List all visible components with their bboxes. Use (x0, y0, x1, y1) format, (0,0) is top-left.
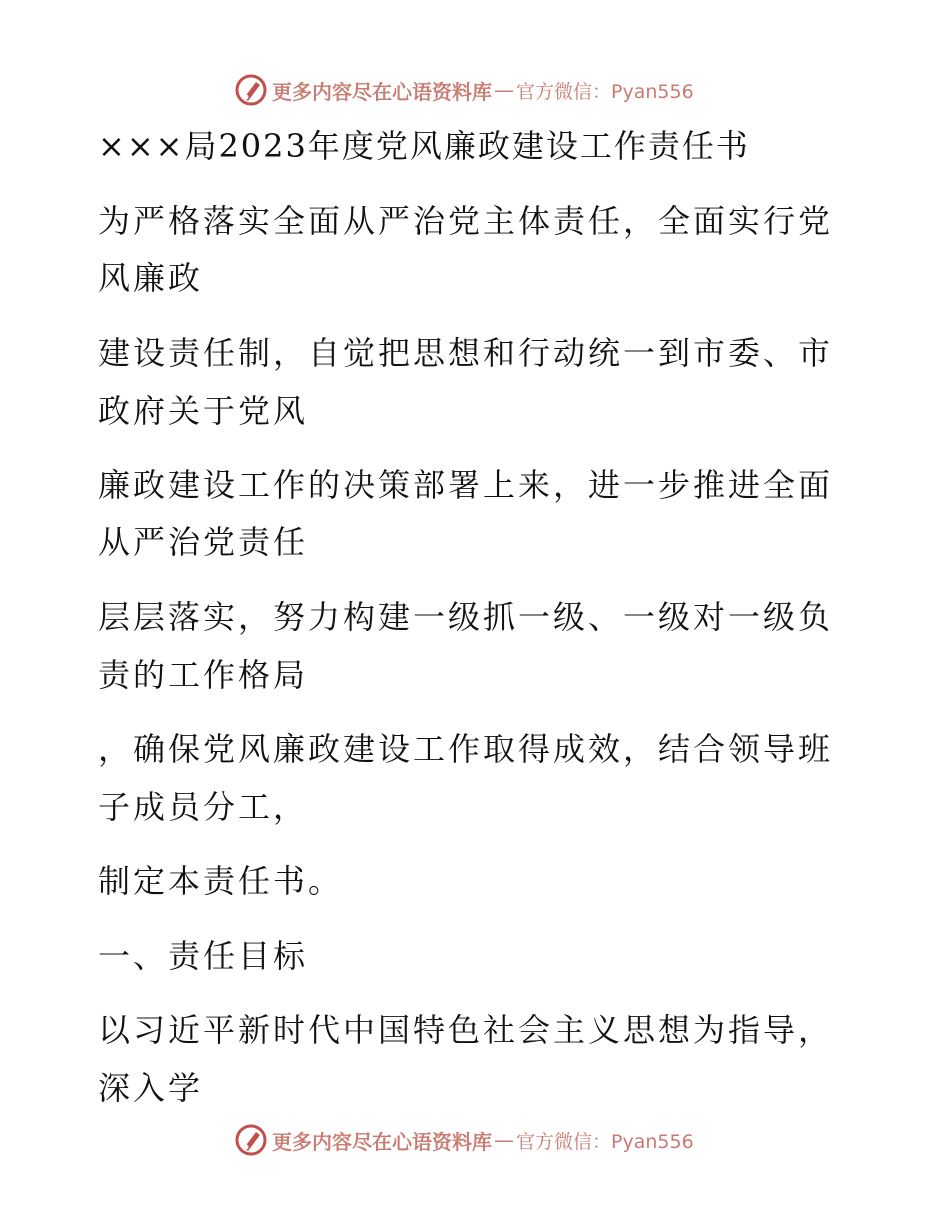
body-line-12: 以习近平新时代中国特色社会主义思想为指导， (98, 1011, 834, 1049)
pen-logo-icon (234, 1123, 268, 1157)
body-line-1: 为严格落实全面从严治党主体责任，全面实行党 (98, 202, 834, 240)
watermark-contact: 官方微信：Pyan556 (516, 80, 694, 103)
section-heading-1: 一、责任目标 (98, 937, 309, 975)
document-title: ×××局2023年度党风廉政建设工作责任书 (98, 127, 750, 165)
body-line-13: 深入学 (98, 1069, 204, 1107)
body-line-4: 政府关于党风 (98, 392, 309, 430)
footer-watermark (234, 1120, 694, 1160)
body-line-9: ，确保党风廉政建设工作取得成效，结合领导班 (98, 730, 834, 768)
body-line-7: 层层落实，努力构建一级抓一级、一级对一级负 (98, 598, 834, 636)
watermark-contact: 官方微信：Pyan556 (516, 1130, 694, 1153)
watermark-dash: — (494, 78, 514, 102)
body-line-8: 责的工作格局 (98, 656, 309, 694)
body-line-2: 风廉政 (98, 259, 204, 297)
watermark-text: 更多内容尽在心语资料库 (272, 1129, 492, 1154)
pen-logo-icon (234, 73, 268, 107)
body-line-10: 子成员分工， (98, 788, 309, 826)
body-line-3: 建设责任制，自觉把思想和行动统一到市委、市 (98, 334, 834, 372)
body-line-11: 制定本责任书。 (98, 862, 344, 900)
watermark-text: 更多内容尽在心语资料库 (272, 79, 492, 104)
watermark-dash: — (494, 1128, 514, 1152)
header-watermark (234, 70, 694, 110)
body-line-6: 从严治党责任 (98, 523, 309, 561)
body-line-5: 廉政建设工作的决策部署上来，进一步推进全面 (98, 466, 834, 504)
